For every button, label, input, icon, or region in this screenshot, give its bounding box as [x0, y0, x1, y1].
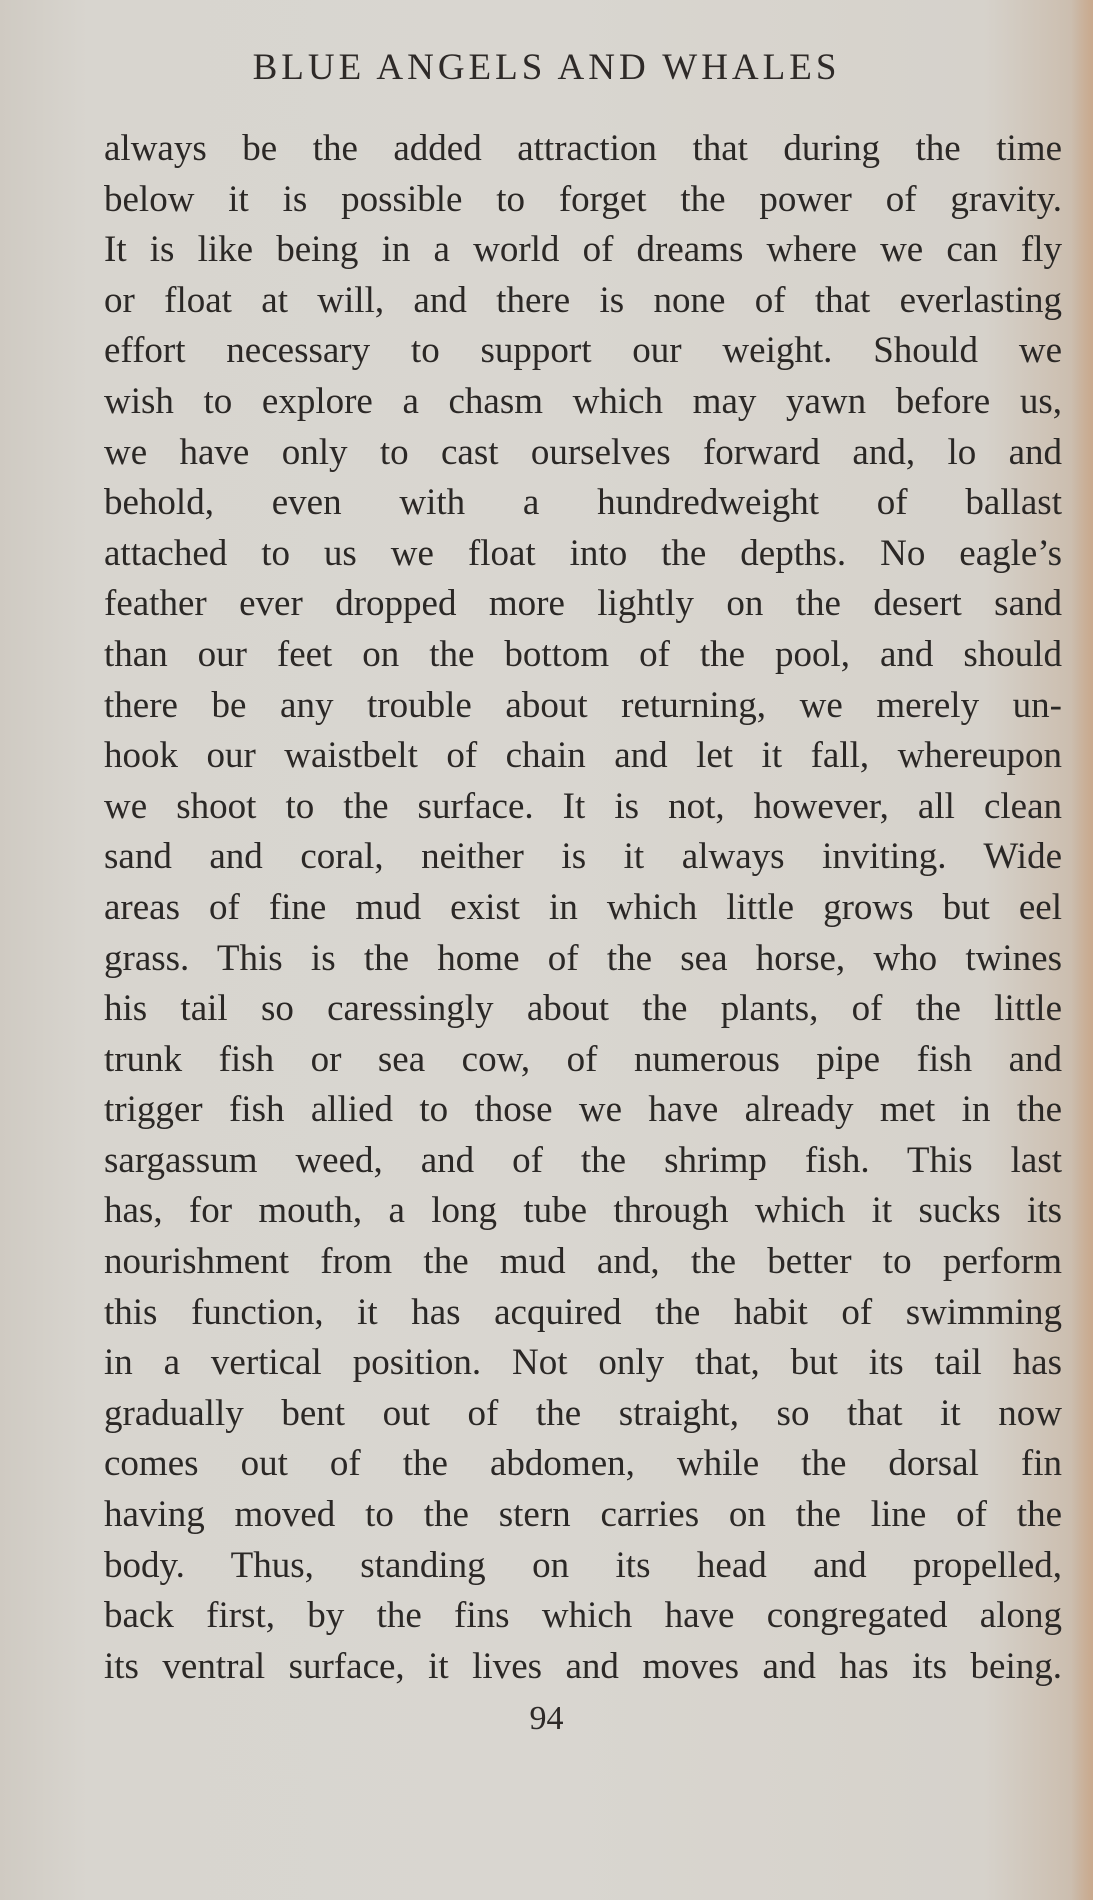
- text-line: trigger fish allied to those we have already met in the: [104, 1089, 1062, 1131]
- text-line: areas of fine mud exist in which little grows but eel: [104, 886, 1062, 928]
- text-line: or float at will, and there is none of that everlasting: [104, 279, 1062, 321]
- text-line: than our feet on the bottom of the pool, and should: [104, 633, 1062, 675]
- text-line: wish to explore a chasm which may yawn before us,: [104, 380, 1062, 422]
- text-line: body. Thus, standing on its head and propelled,: [104, 1544, 1062, 1586]
- text-line: its ventral surface, it lives and moves and has its being.: [104, 1645, 1062, 1687]
- text-line: comes out of the abdomen, while the dorsal fin: [104, 1443, 1062, 1485]
- text-line: gradually bent out of the straight, so that it now: [104, 1392, 1062, 1434]
- text-line: has, for mouth, a long tube through which it sucks its: [104, 1190, 1062, 1232]
- text-line: there be any trouble about returning, we merely un-: [104, 684, 1062, 726]
- text-line: It is like being in a world of dreams where we can fly: [104, 229, 1062, 271]
- text-line: back first, by the fins which have congregated along: [104, 1595, 1062, 1637]
- text-line: nourishment from the mud and, the better to perform: [104, 1241, 1062, 1283]
- text-line: effort necessary to support our weight. Should we: [104, 330, 1062, 372]
- text-line: grass. This is the home of the sea horse, who twines: [104, 937, 1062, 979]
- text-line: behold, even with a hundredweight of ballast: [104, 482, 1062, 524]
- text-line: having moved to the stern carries on the line of the: [104, 1494, 1062, 1536]
- text-line: this function, it has acquired the habit of swimming: [104, 1291, 1062, 1333]
- page-number: 94: [529, 1700, 564, 1737]
- text-line: always be the added attraction that during the time: [104, 128, 1062, 169]
- text-line: trunk fish or sea cow, of numerous pipe fish and: [104, 1038, 1062, 1080]
- text-line: his tail so caressingly about the plants, of the little: [104, 988, 1062, 1030]
- text-line: below it is possible to forget the power of gravity.: [104, 178, 1062, 220]
- text-line: in a vertical position. Not only that, but its tail has: [104, 1342, 1062, 1384]
- text-line: we have only to cast ourselves forward and, lo and: [104, 431, 1062, 473]
- text-line: hook our waistbelt of chain and let it fall, whereupon: [104, 735, 1062, 777]
- text-line: attached to us we float into the depths. No eagle’s: [104, 532, 1062, 574]
- page-edge-shadow: [1071, 0, 1093, 1900]
- text-line: we shoot to the surface. It is not, however, all clean: [104, 785, 1062, 827]
- text-line: sand and coral, neither is it always inviting. Wide: [104, 836, 1062, 878]
- body-text: [104, 124, 1062, 1692]
- text-line: sargassum weed, and of the shrimp fish. This last: [104, 1139, 1062, 1181]
- running-head: BLUE ANGELS AND WHALES: [252, 47, 841, 88]
- text-line: feather ever dropped more lightly on the desert sand: [104, 583, 1062, 625]
